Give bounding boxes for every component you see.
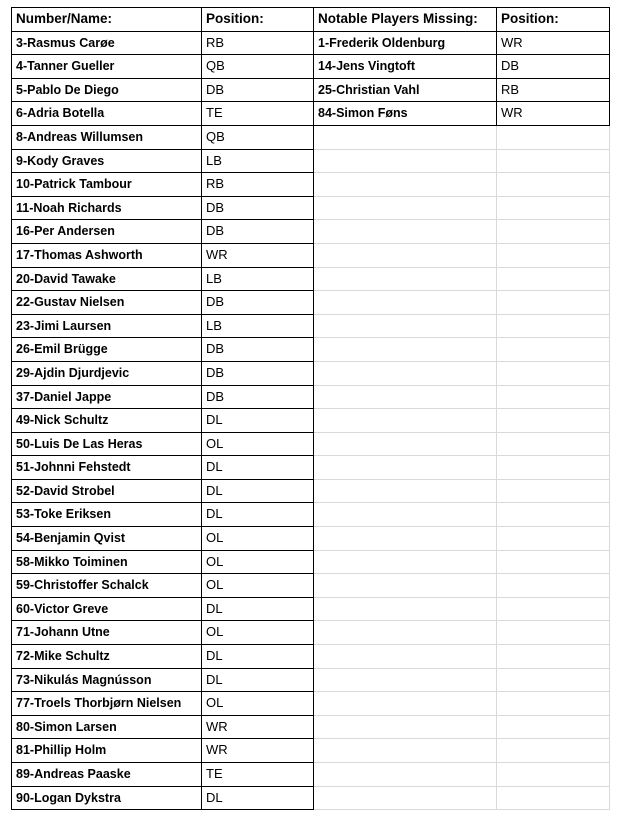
missing-player-name-cell: 25-Christian Vahl [314,78,497,102]
empty-cell [497,574,610,598]
player-name-cell: 9-Kody Graves [12,149,202,173]
empty-cell [314,338,497,362]
player-position-cell: WR [202,739,314,763]
player-position-cell: DB [202,385,314,409]
empty-cell [497,503,610,527]
table-row [12,456,610,480]
player-position-cell: OL [202,574,314,598]
table-row [12,668,610,692]
table-row [12,55,610,79]
missing-player-position-cell: DB [497,55,610,79]
empty-cell [497,479,610,503]
table-row [12,291,610,315]
player-name-cell: 52-David Strobel [12,479,202,503]
empty-cell [314,409,497,433]
player-name-cell: 89-Andreas Paaske [12,763,202,787]
empty-cell [314,125,497,149]
table-row [12,715,610,739]
empty-cell [497,432,610,456]
player-position-cell: DB [202,78,314,102]
table-row [12,574,610,598]
empty-cell [314,692,497,716]
player-name-cell: 26-Emil Brügge [12,338,202,362]
empty-cell [497,692,610,716]
table-row [12,102,610,126]
table-row [12,361,610,385]
roster-table-body [12,8,610,810]
player-position-cell: DL [202,479,314,503]
table-row [12,432,610,456]
empty-cell [314,243,497,267]
table-row [12,621,610,645]
player-position-cell: LB [202,267,314,291]
header-missing-position: Position: [497,8,610,32]
empty-cell [314,456,497,480]
empty-cell [497,291,610,315]
roster-table [11,7,610,810]
player-name-cell: 49-Nick Schultz [12,409,202,433]
table-row [12,243,610,267]
missing-player-position-cell: RB [497,78,610,102]
player-name-cell: 80-Simon Larsen [12,715,202,739]
empty-cell [314,786,497,810]
player-name-cell: 71-Johann Utne [12,621,202,645]
empty-cell [497,786,610,810]
missing-player-position-cell: WR [497,31,610,55]
player-name-cell: 77-Troels Thorbjørn Nielsen [12,692,202,716]
empty-cell [497,385,610,409]
player-position-cell: DL [202,503,314,527]
missing-player-name-cell: 1-Frederik Oldenburg [314,31,497,55]
empty-cell [497,668,610,692]
player-name-cell: 8-Andreas Willumsen [12,125,202,149]
player-position-cell: DL [202,597,314,621]
player-name-cell: 59-Christoffer Schalck [12,574,202,598]
empty-cell [497,314,610,338]
player-name-cell: 3-Rasmus Carøe [12,31,202,55]
player-position-cell: OL [202,621,314,645]
player-name-cell: 29-Ajdin Djurdjevic [12,361,202,385]
player-name-cell: 37-Daniel Jappe [12,385,202,409]
player-position-cell: WR [202,715,314,739]
player-name-cell: 51-Johnni Fehstedt [12,456,202,480]
empty-cell [314,267,497,291]
player-position-cell: RB [202,31,314,55]
empty-cell [314,668,497,692]
empty-cell [497,763,610,787]
table-row [12,409,610,433]
table-row [12,645,610,669]
player-name-cell: 20-David Tawake [12,267,202,291]
empty-cell [497,645,610,669]
player-position-cell: DL [202,668,314,692]
player-position-cell: DB [202,338,314,362]
empty-cell [497,409,610,433]
empty-cell [314,550,497,574]
player-position-cell: DL [202,409,314,433]
table-row [12,763,610,787]
table-row [12,338,610,362]
empty-cell [497,125,610,149]
table-row [12,78,610,102]
table-row [12,692,610,716]
empty-cell [497,550,610,574]
player-name-cell: 11-Noah Richards [12,196,202,220]
empty-cell [314,479,497,503]
player-position-cell: DB [202,361,314,385]
table-row [12,267,610,291]
player-position-cell: WR [202,243,314,267]
player-name-cell: 4-Tanner Gueller [12,55,202,79]
empty-cell [497,361,610,385]
empty-cell [497,739,610,763]
player-name-cell: 16-Per Andersen [12,220,202,244]
empty-cell [314,196,497,220]
empty-cell [314,173,497,197]
player-name-cell: 6-Adria Botella [12,102,202,126]
table-row [12,550,610,574]
empty-cell [314,597,497,621]
player-position-cell: OL [202,692,314,716]
player-name-cell: 10-Patrick Tambour [12,173,202,197]
missing-player-name-cell: 84-Simon Føns [314,102,497,126]
player-name-cell: 23-Jimi Laursen [12,314,202,338]
empty-cell [314,314,497,338]
player-position-cell: QB [202,55,314,79]
table-row [12,220,610,244]
empty-cell [497,597,610,621]
player-position-cell: LB [202,149,314,173]
player-position-cell: DL [202,645,314,669]
player-position-cell: OL [202,527,314,551]
player-position-cell: DL [202,456,314,480]
header-position: Position: [202,8,314,32]
table-row [12,739,610,763]
empty-cell [314,361,497,385]
player-name-cell: 90-Logan Dykstra [12,786,202,810]
player-name-cell: 50-Luis De Las Heras [12,432,202,456]
player-position-cell: RB [202,173,314,197]
player-name-cell: 54-Benjamin Qvist [12,527,202,551]
player-name-cell: 17-Thomas Ashworth [12,243,202,267]
player-name-cell: 60-Victor Greve [12,597,202,621]
table-row [12,125,610,149]
empty-cell [314,503,497,527]
table-row [12,314,610,338]
player-name-cell: 73-Nikulás Magnússon [12,668,202,692]
table-row [12,479,610,503]
table-row [12,31,610,55]
empty-cell [497,243,610,267]
player-position-cell: LB [202,314,314,338]
empty-cell [314,739,497,763]
empty-cell [497,456,610,480]
empty-cell [314,763,497,787]
header-number-name: Number/Name: [12,8,202,32]
table-row [12,527,610,551]
player-name-cell: 58-Mikko Toiminen [12,550,202,574]
missing-player-name-cell: 14-Jens Vingtoft [314,55,497,79]
player-name-cell: 81-Phillip Holm [12,739,202,763]
player-position-cell: OL [202,550,314,574]
table-row [12,385,610,409]
empty-cell [497,338,610,362]
empty-cell [314,715,497,739]
empty-cell [314,291,497,315]
empty-cell [314,149,497,173]
player-name-cell: 53-Toke Eriksen [12,503,202,527]
player-position-cell: DB [202,291,314,315]
table-row [12,196,610,220]
player-name-cell: 22-Gustav Nielsen [12,291,202,315]
player-position-cell: QB [202,125,314,149]
empty-cell [314,432,497,456]
player-name-cell: 5-Pablo De Diego [12,78,202,102]
empty-cell [497,527,610,551]
empty-cell [314,621,497,645]
player-position-cell: DB [202,220,314,244]
empty-cell [497,220,610,244]
empty-cell [314,574,497,598]
header-missing-name: Notable Players Missing: [314,8,497,32]
player-position-cell: TE [202,763,314,787]
player-position-cell: DL [202,786,314,810]
table-row [12,597,610,621]
empty-cell [497,621,610,645]
empty-cell [314,220,497,244]
empty-cell [314,527,497,551]
table-row [12,786,610,810]
empty-cell [497,715,610,739]
player-position-cell: OL [202,432,314,456]
empty-cell [497,149,610,173]
empty-cell [497,267,610,291]
header-row [12,8,610,32]
missing-player-position-cell: WR [497,102,610,126]
table-row [12,503,610,527]
empty-cell [314,645,497,669]
table-row [12,173,610,197]
table-row [12,149,610,173]
empty-cell [314,385,497,409]
empty-cell [497,173,610,197]
player-position-cell: DB [202,196,314,220]
player-name-cell: 72-Mike Schultz [12,645,202,669]
player-position-cell: TE [202,102,314,126]
empty-cell [497,196,610,220]
